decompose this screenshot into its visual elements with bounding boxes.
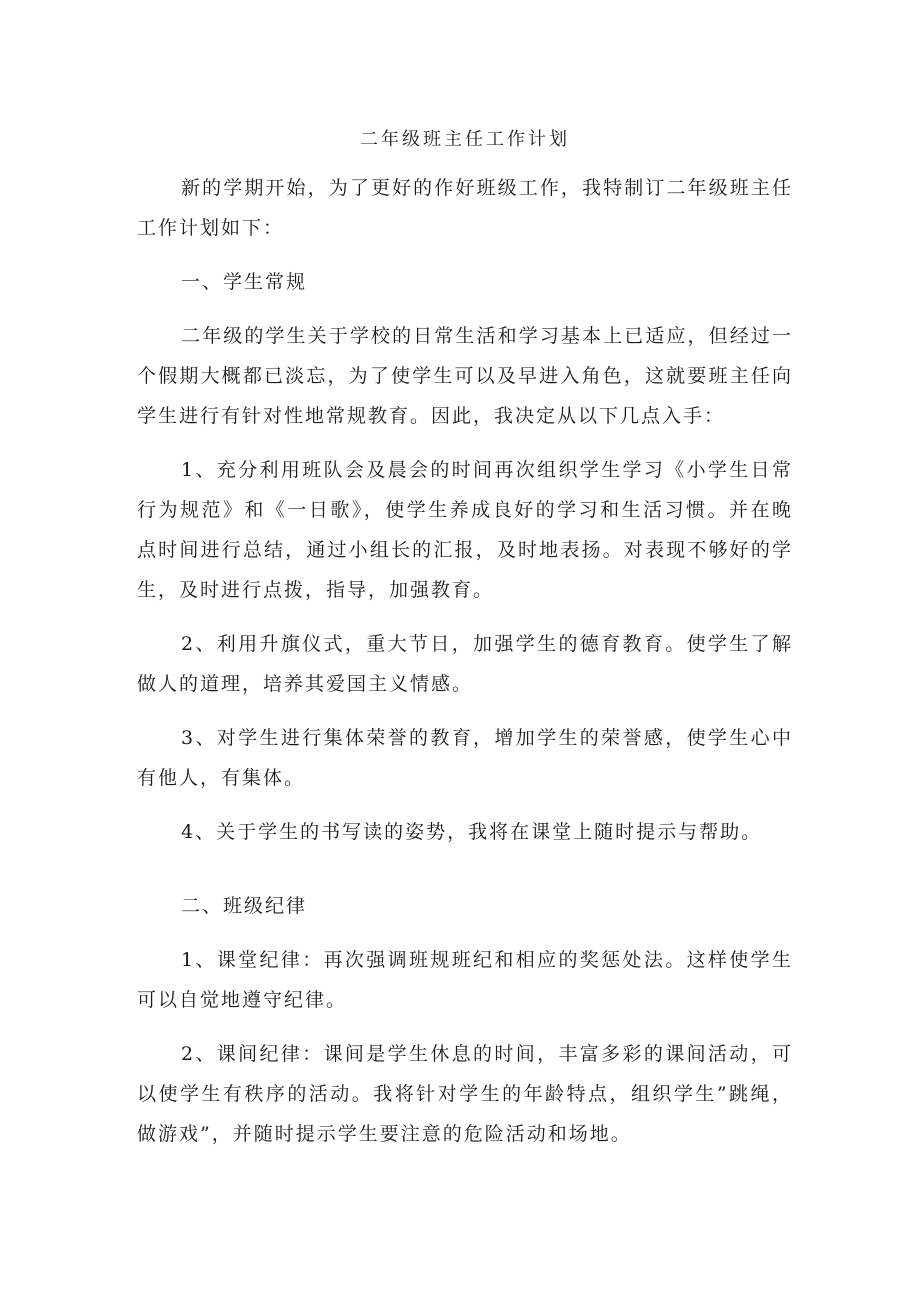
section-spacer <box>137 866 793 886</box>
section-1-paragraph-4: 3、对学生进行集体荣誉的教育，增加学生的荣誉感，使学生心中有他人，有集体。 <box>137 727 793 789</box>
section-1-paragraph-5: 4、关于学生的书写读的姿势，我将在课堂上随时提示与帮助。 <box>181 821 763 843</box>
section-heading-student-routine: 一、学生常规 <box>181 271 308 293</box>
section-heading-class-discipline: 二、班级纪律 <box>181 895 308 917</box>
section-1-paragraph-2: 1、充分利用班队会及晨会的时间再次组织学生学习《小学生日常行为规范》和《一日歌》，使学生养成良好的学习和生活习惯。并在晚点时间进行总结，通过小组长的汇报，及时地表扬。对表现不够好的学生，及时进行点拨，指导，加强教育。 <box>137 459 793 601</box>
intro-paragraph: 新的学期开始，为了更好的作好班级工作，我特制订二年级班主任工作计划如下： <box>137 177 793 239</box>
document-title: 二年级班主任工作计划 <box>360 129 570 150</box>
section-1-paragraph-3: 2、利用升旗仪式，重大节日，加强学生的德育教育。使学生了解做人的道理，培养其爱国主义情感。 <box>137 633 793 695</box>
section-1-paragraph-1: 二年级的学生关于学校的日常生活和学习基本上已适应，但经过一个假期大概都已淡忘，为了使学生可以及早进入角色，这就要班主任向学生进行有针对性地常规教育。因此，我决定从以下几点入手： <box>137 325 793 427</box>
document-body <box>137 120 793 1168</box>
section-2-paragraph-2: 2、课间纪律：课间是学生休息的时间，丰富多彩的课间活动，可以使学生有秩序的活动。我将针对学生的年龄特点，组织学生”跳绳，做游戏”，并随时提示学生要注意的危险活动和场地。 <box>137 1043 793 1145</box>
section-2-paragraph-1: 1、课堂纪律：再次强调班规班纪和相应的奖惩处法。这样使学生可以自觉地遵守纪律。 <box>137 949 793 1011</box>
